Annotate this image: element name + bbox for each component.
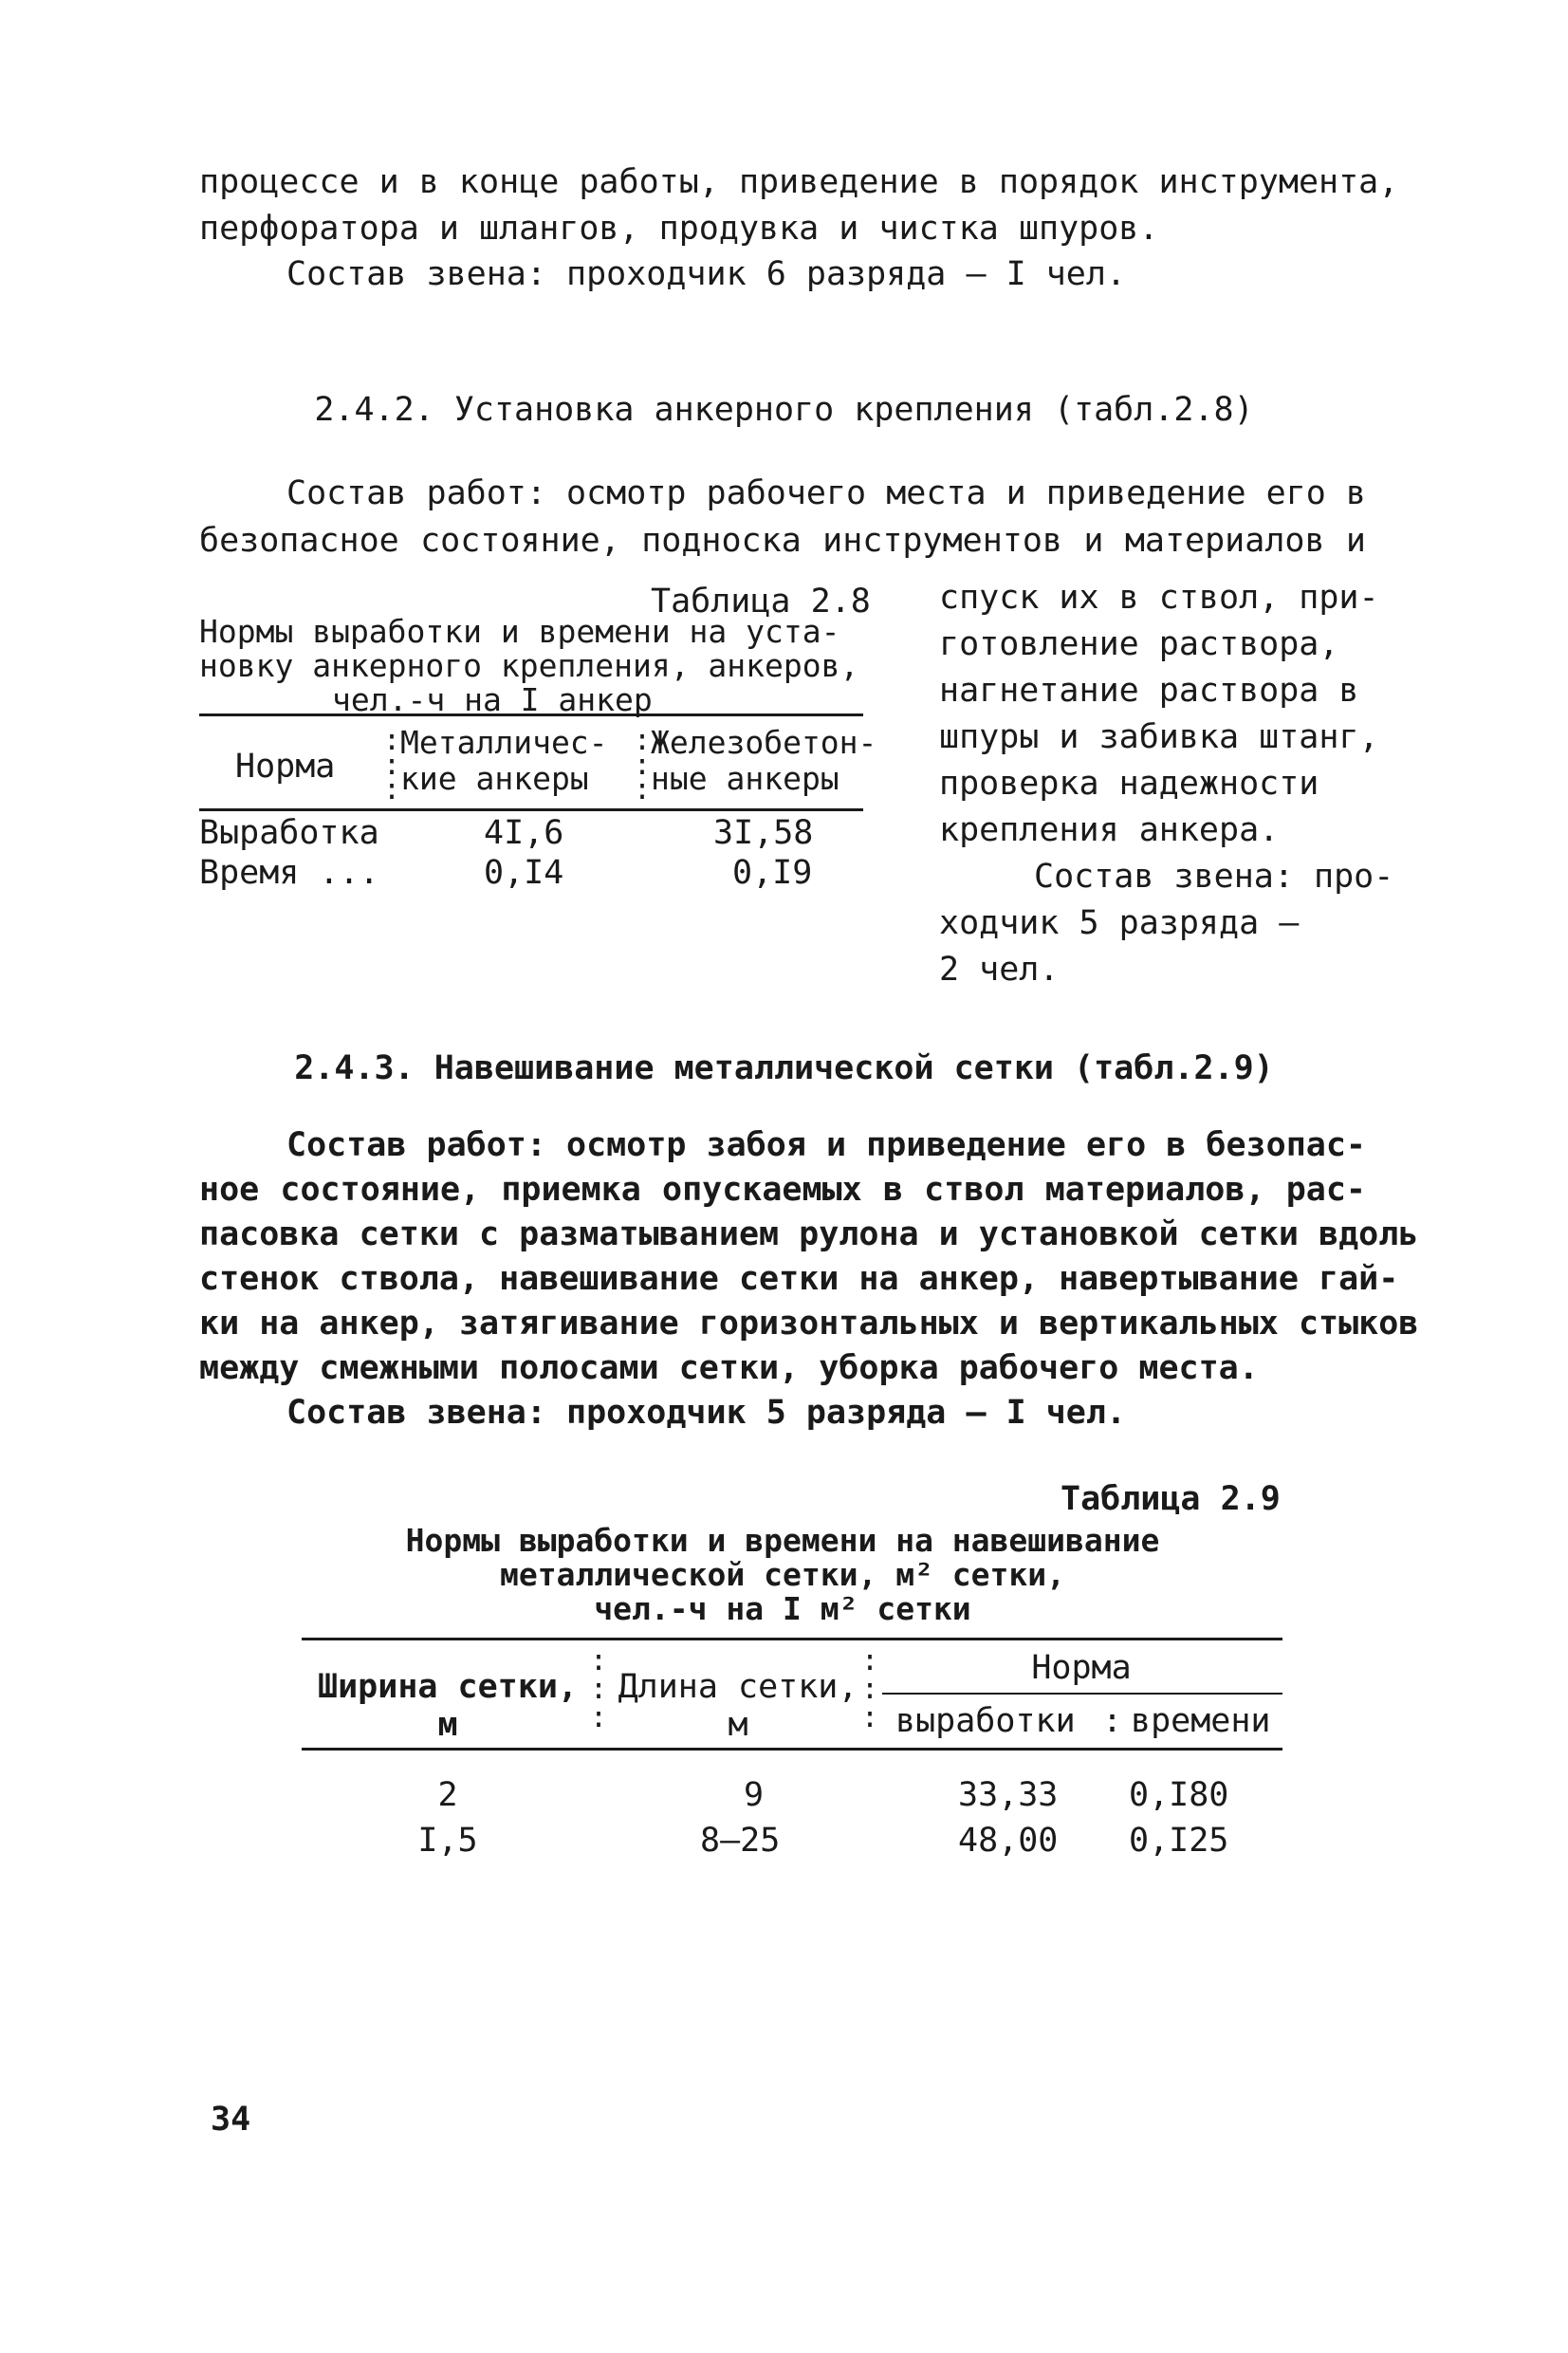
side-line: проверка надежности	[939, 765, 1319, 803]
cell-metal: 4I,6	[484, 814, 564, 852]
table-label: Таблица 2.9	[1061, 1480, 1281, 1518]
intro-line: процессе и в конце работы, приведение в порядок инструмента,	[199, 163, 1399, 201]
header-subrule	[882, 1693, 1282, 1695]
section-242-side-text	[939, 575, 1394, 993]
cell-time: 0,I25	[1129, 1822, 1229, 1860]
page-number: 34	[211, 2101, 251, 2139]
section-242-heading: 2.4.2. Установка анкерного крепления (табл.2.8)	[314, 391, 1254, 429]
side-line: спуск их в ствол, при-	[939, 579, 1379, 617]
intro-crew: Состав звена: проходчик 6 разряда – I чел.	[286, 255, 1127, 293]
table-top-rule	[199, 713, 863, 716]
side-crew-line: Состав звена: про-	[1034, 858, 1394, 896]
header-length-line: Длина сетки,	[618, 1668, 858, 1706]
work-line: Состав работ: осмотр рабочего места и приведение его в	[286, 474, 1366, 512]
work-line: безопасное состояние, подноска инструментов и материалов и	[199, 521, 1366, 560]
header-concrete-line: Железобетон-	[651, 724, 877, 761]
cell-concrete: 0,I9	[732, 854, 813, 892]
work-line: стенок ствола, навешивание сетки на анкер, навертывание гай-	[199, 1260, 1399, 1298]
cell-length: 8–25	[700, 1822, 781, 1860]
section-243-work-paragraph	[199, 1123, 1419, 1436]
header-length-line: м	[728, 1706, 748, 1744]
header-width-line: Ширина сетки,	[318, 1668, 578, 1706]
cell-length: 9	[744, 1776, 765, 1814]
cell-concrete: 3I,58	[713, 814, 814, 852]
work-line: пасовка сетки с разматыванием рулона и установкой сетки вдоль	[199, 1215, 1419, 1253]
caption-line: чел.-ч на I анкер	[332, 681, 653, 718]
header-length	[615, 1668, 861, 1744]
row-label: Выработка	[199, 814, 379, 852]
header-metal	[400, 725, 608, 797]
header-output: выработки	[895, 1702, 1076, 1740]
header-norm: Норма	[235, 748, 336, 786]
column-divider: : : :	[590, 1644, 608, 1734]
header-metal-line: кие анкеры	[400, 760, 589, 797]
side-crew-line: ходчик 5 разряда –	[939, 904, 1300, 942]
table-header-rule	[302, 1748, 1282, 1751]
cell-metal: 0,I4	[484, 854, 564, 892]
header-norm: Норма	[1031, 1649, 1132, 1687]
section-243-heading: 2.4.3. Навешивание металлической сетки (табл.2.9)	[294, 1049, 1274, 1087]
intro-paragraph	[199, 161, 1399, 297]
table-label: Таблица 2.8	[651, 583, 871, 621]
side-crew-line: 2 чел.	[939, 951, 1060, 989]
side-line: шпуры и забивка штанг,	[939, 718, 1379, 756]
header-concrete-line: ные анкеры	[651, 760, 839, 797]
caption-line: новку анкерного крепления, анкеров,	[199, 647, 859, 684]
side-line: нагнетание раствора в	[939, 672, 1359, 710]
header-time: времени	[1131, 1702, 1271, 1740]
row-label: Время ...	[199, 854, 379, 892]
intro-line: перфоратора и шлангов, продувка и чистка шпуров.	[199, 209, 1159, 248]
header-width-line: м	[437, 1706, 458, 1744]
cell-width: 2	[437, 1776, 458, 1814]
header-width	[305, 1668, 590, 1744]
cell-output: 48,00	[958, 1822, 1059, 1860]
work-line: Состав работ: осмотр забоя и приведение его в безопас-	[286, 1126, 1366, 1164]
cell-time: 0,I80	[1129, 1776, 1229, 1814]
caption-line: Нормы выработки и времени на навешивание	[405, 1522, 1160, 1559]
cell-output: 33,33	[958, 1776, 1059, 1814]
table-top-rule	[302, 1638, 1282, 1640]
table-caption	[199, 615, 858, 717]
header-metal-line: Металличес-	[400, 724, 608, 761]
column-divider: :	[1102, 1702, 1123, 1740]
side-line: крепления анкера.	[939, 811, 1280, 849]
cell-width: I,5	[417, 1822, 478, 1860]
column-divider: : : :	[383, 724, 401, 806]
table-header-rule	[199, 808, 863, 811]
caption-line: Нормы выработки и времени на уста-	[199, 613, 840, 650]
section-242-work-paragraph	[199, 472, 1366, 563]
work-line: между смежными полосами сетки, уборка рабочего места.	[199, 1349, 1259, 1387]
section-243-crew: Состав звена: проходчик 5 разряда – I чел.	[286, 1394, 1127, 1432]
column-divider: : : :	[861, 1644, 879, 1734]
side-line: готовление раствора,	[939, 625, 1339, 663]
caption-line: чел.-ч на I м² сетки	[594, 1590, 971, 1627]
caption-line: металлической сетки, м² сетки,	[499, 1556, 1066, 1593]
header-concrete	[651, 725, 876, 797]
column-divider: : : :	[634, 724, 652, 806]
work-line: ки на анкер, затягивание горизонтальных и вертикальных стыков	[199, 1305, 1419, 1343]
table-caption	[304, 1524, 1262, 1626]
work-line: ное состояние, приемка опускаемых в ствол материалов, рас-	[199, 1171, 1366, 1209]
